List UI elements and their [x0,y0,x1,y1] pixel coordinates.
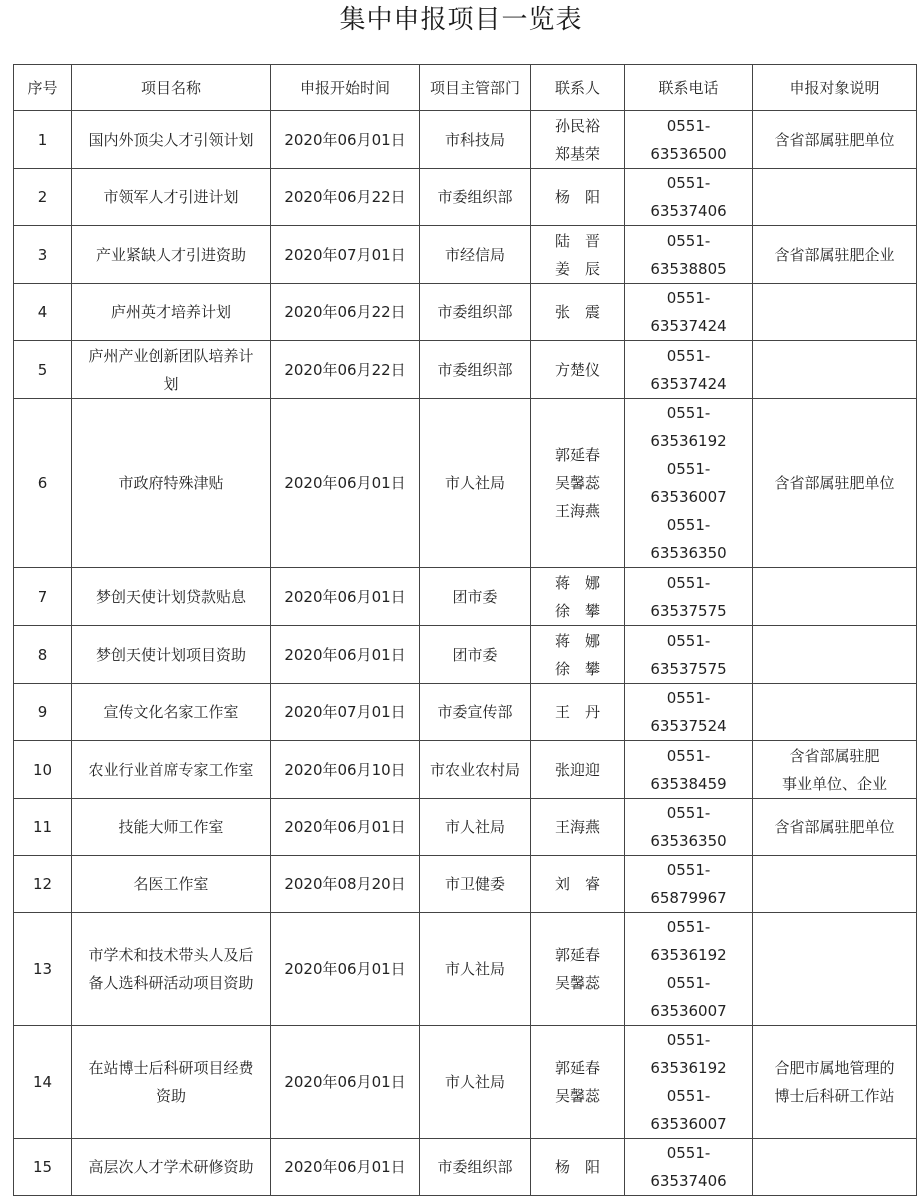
header-start-date: 申报开始时间 [271,65,420,111]
cell-contact-line: 杨 阳 [554,188,600,206]
cell-project-name-line: 庐州英才培养计划 [110,303,231,321]
cell-target [753,799,917,856]
cell-phone [625,741,753,799]
cell-department: 市人社局 [420,399,531,568]
cell-target-line: 含省部属驻肥单位 [774,130,895,149]
cell-target-line: 事业单位、企业 [781,774,887,793]
cell-start-date: 2020年06月01日 [271,1139,420,1196]
cell-start-date: 2020年06月01日 [271,568,420,626]
cell-start-date: 2020年06月01日 [271,799,420,856]
cell-department: 市农业农村局 [420,741,531,799]
cell-phone-line: 0551-63538459 [650,746,727,793]
cell-phone-line: 0551-63536007 [650,974,727,1020]
cell-no: 15 [14,1139,72,1196]
cell-contact-line: 王海燕 [554,818,600,836]
cell-contact-line: 吴馨蕊 [554,974,600,992]
cell-project-name-line: 梦创天使计划贷款贴息 [95,587,246,606]
cell-project-name-line: 名医工作室 [133,875,209,893]
cell-contact-line: 郭延春 [554,446,600,464]
cell-contact [531,1026,625,1139]
page-title: 集中申报项目一览表 [339,5,583,35]
cell-project-name-line: 技能大师工作室 [118,818,224,836]
cell-target [753,399,917,568]
cell-phone-line: 0551-63536192 [650,404,727,450]
cell-contact [531,568,625,626]
cell-phone [625,568,753,626]
cell-start-date: 2020年06月10日 [271,741,420,799]
cell-phone-line: 0551-63537575 [650,631,727,678]
cell-project-name-line: 宣传文化名家工作室 [103,703,239,721]
cell-phone-line: 0551-63537524 [650,689,727,735]
cell-project-name-line: 庐州产业创新团队培养计 [88,346,254,365]
cell-no: 6 [14,399,72,568]
cell-contact-line: 徐 攀 [554,601,600,620]
cell-start-date: 2020年08月20日 [271,856,420,913]
cell-target [753,111,917,169]
cell-department: 市人社局 [420,799,531,856]
cell-phone-line: 0551-63536007 [650,460,727,506]
cell-project-name [72,799,271,856]
header-contact: 联系人 [531,65,625,111]
cell-target [753,284,917,341]
cell-contact [531,341,625,399]
cell-target [753,226,917,284]
cell-target-line: 含省部属驻肥 [789,746,880,765]
cell-no: 14 [14,1026,72,1139]
table-header-row [14,65,917,111]
cell-phone-line: 0551-63536350 [650,804,727,850]
cell-phone [625,341,753,399]
cell-target-line: 含省部属驻肥单位 [774,474,895,492]
cell-target-line: 合肥市属地管理的 [774,1059,895,1077]
cell-phone [625,399,753,568]
cell-target [753,341,917,399]
cell-phone [625,856,753,913]
table-row [14,626,917,684]
cell-start-date: 2020年06月22日 [271,169,420,226]
cell-no: 3 [14,226,72,284]
cell-phone-line: 0551-63537406 [650,174,727,220]
cell-department: 市委宣传部 [420,684,531,741]
table-row [14,226,917,284]
cell-department: 市委组织部 [420,169,531,226]
table-row [14,741,917,799]
table-row [14,684,917,741]
cell-contact-line: 郑基荣 [554,144,600,163]
cell-no: 11 [14,799,72,856]
cell-department: 市经信局 [420,226,531,284]
cell-department: 市科技局 [420,111,531,169]
cell-project-name-line: 市领军人才引进计划 [103,188,239,206]
cell-no: 2 [14,169,72,226]
cell-contact-line: 方楚仪 [554,360,600,379]
cell-no: 5 [14,341,72,399]
cell-department: 市委组织部 [420,341,531,399]
cell-contact [531,741,625,799]
cell-phone-line: 0551-63538805 [650,231,727,278]
cell-no: 4 [14,284,72,341]
cell-start-date: 2020年07月01日 [271,226,420,284]
cell-target [753,1026,917,1139]
cell-no: 7 [14,568,72,626]
cell-project-name-line: 高层次人才学术研修资助 [88,1158,254,1176]
cell-contact-line: 蒋 娜 [554,573,600,592]
cell-start-date: 2020年06月01日 [271,111,420,169]
cell-phone [625,169,753,226]
header-phone: 联系电话 [625,65,753,111]
cell-contact [531,284,625,341]
header-department: 项目主管部门 [420,65,531,111]
cell-phone [625,1026,753,1139]
cell-contact [531,684,625,741]
cell-contact [531,799,625,856]
cell-contact-line: 杨 阳 [554,1158,600,1176]
table-row [14,284,917,341]
cell-phone-line: 0551-63537424 [650,289,727,335]
cell-target [753,684,917,741]
cell-department: 市卫健委 [420,856,531,913]
cell-department: 团市委 [420,626,531,684]
cell-start-date: 2020年06月22日 [271,284,420,341]
cell-phone-line: 0551-63536192 [650,1031,727,1077]
cell-start-date: 2020年07月01日 [271,684,420,741]
cell-project-name [72,856,271,913]
cell-contact-line: 郭延春 [554,946,600,964]
cell-project-name [72,741,271,799]
cell-contact-line: 孙民裕 [554,116,600,135]
cell-start-date: 2020年06月01日 [271,1026,420,1139]
cell-project-name [72,284,271,341]
cell-phone [625,626,753,684]
cell-project-name [72,913,271,1026]
table-row [14,913,917,1026]
cell-phone [625,226,753,284]
table-row [14,111,917,169]
cell-contact-line: 陆 晋 [554,231,600,250]
cell-contact-line: 徐 攀 [554,659,600,678]
cell-contact-line: 刘 睿 [554,875,600,893]
cell-project-name [72,1139,271,1196]
cell-target [753,741,917,799]
cell-target-line: 博士后科研工作站 [774,1087,895,1105]
cell-project-name [72,1026,271,1139]
cell-phone-line: 0551-63536500 [650,116,727,163]
cell-department: 团市委 [420,568,531,626]
cell-target [753,169,917,226]
cell-department: 市委组织部 [420,284,531,341]
cell-contact [531,399,625,568]
cell-target [753,1139,917,1196]
table-row [14,399,917,568]
cell-phone-line: 0551-63537406 [650,1144,727,1190]
cell-project-name [72,169,271,226]
cell-target [753,626,917,684]
cell-phone-line: 0551-63536192 [650,918,727,964]
project-table [13,64,917,1196]
cell-target-line: 含省部属驻肥单位 [774,818,895,836]
cell-phone [625,799,753,856]
cell-contact [531,226,625,284]
cell-contact-line: 蒋 娜 [554,631,600,650]
cell-contact-line: 王海燕 [554,502,600,520]
table-row [14,169,917,226]
cell-project-name-line: 农业行业首席专家工作室 [88,760,254,779]
cell-phone-line: 0551-63536007 [650,1087,727,1133]
table-row [14,1139,917,1196]
cell-no: 12 [14,856,72,913]
cell-target-line: 含省部属驻肥企业 [774,245,895,264]
cell-department: 市人社局 [420,913,531,1026]
cell-target [753,856,917,913]
cell-phone-line: 0551-63537424 [650,346,727,393]
cell-project-name [72,111,271,169]
cell-project-name [72,626,271,684]
cell-contact-line: 吴馨蕊 [554,474,600,492]
table-row [14,568,917,626]
table-row [14,856,917,913]
cell-start-date: 2020年06月22日 [271,341,420,399]
header-target: 申报对象说明 [753,65,917,111]
cell-department: 市委组织部 [420,1139,531,1196]
cell-phone [625,913,753,1026]
cell-contact-line: 姜 辰 [554,259,600,278]
cell-phone [625,111,753,169]
cell-contact [531,111,625,169]
table-row [14,341,917,399]
cell-phone-line: 0551-63537575 [650,573,727,620]
cell-target [753,568,917,626]
cell-project-name-line: 在站博士后科研项目经费 [88,1059,254,1077]
cell-project-name [72,399,271,568]
cell-phone [625,284,753,341]
cell-contact [531,626,625,684]
table-row [14,799,917,856]
cell-phone-line: 0551-65879967 [650,861,727,907]
cell-project-name [72,341,271,399]
cell-contact [531,913,625,1026]
cell-project-name-line: 市政府特殊津贴 [118,474,224,492]
cell-department: 市人社局 [420,1026,531,1139]
cell-contact-line: 郭延春 [554,1059,600,1077]
cell-project-name [72,226,271,284]
cell-project-name-line: 梦创天使计划项目资助 [95,645,246,664]
cell-contact [531,169,625,226]
cell-project-name-line: 市学术和技术带头人及后 [88,946,254,964]
cell-no: 8 [14,626,72,684]
cell-no: 9 [14,684,72,741]
cell-phone-line: 0551-63536350 [650,516,727,562]
cell-start-date: 2020年06月01日 [271,626,420,684]
cell-start-date: 2020年06月01日 [271,399,420,568]
header-project-name: 项目名称 [72,65,271,111]
cell-project-name [72,568,271,626]
table-row [14,1026,917,1139]
cell-project-name-line: 备人选科研活动项目资助 [88,974,254,992]
cell-contact-line: 吴馨蕊 [554,1087,600,1105]
cell-project-name-line: 资助 [155,1087,186,1105]
cell-project-name [72,684,271,741]
cell-contact-line: 张迎迎 [554,760,600,779]
cell-phone [625,1139,753,1196]
cell-contact [531,1139,625,1196]
cell-target [753,913,917,1026]
cell-no: 10 [14,741,72,799]
cell-no: 1 [14,111,72,169]
cell-start-date: 2020年06月01日 [271,913,420,1026]
header-no: 序号 [14,65,72,111]
cell-project-name-line: 产业紧缺人才引进资助 [95,245,246,264]
cell-contact-line: 张 震 [554,303,600,321]
cell-phone [625,684,753,741]
cell-project-name-line: 国内外顶尖人才引领计划 [88,130,254,149]
cell-contact-line: 王 丹 [554,703,600,721]
cell-project-name-line: 划 [163,374,179,393]
cell-contact [531,856,625,913]
cell-no: 13 [14,913,72,1026]
